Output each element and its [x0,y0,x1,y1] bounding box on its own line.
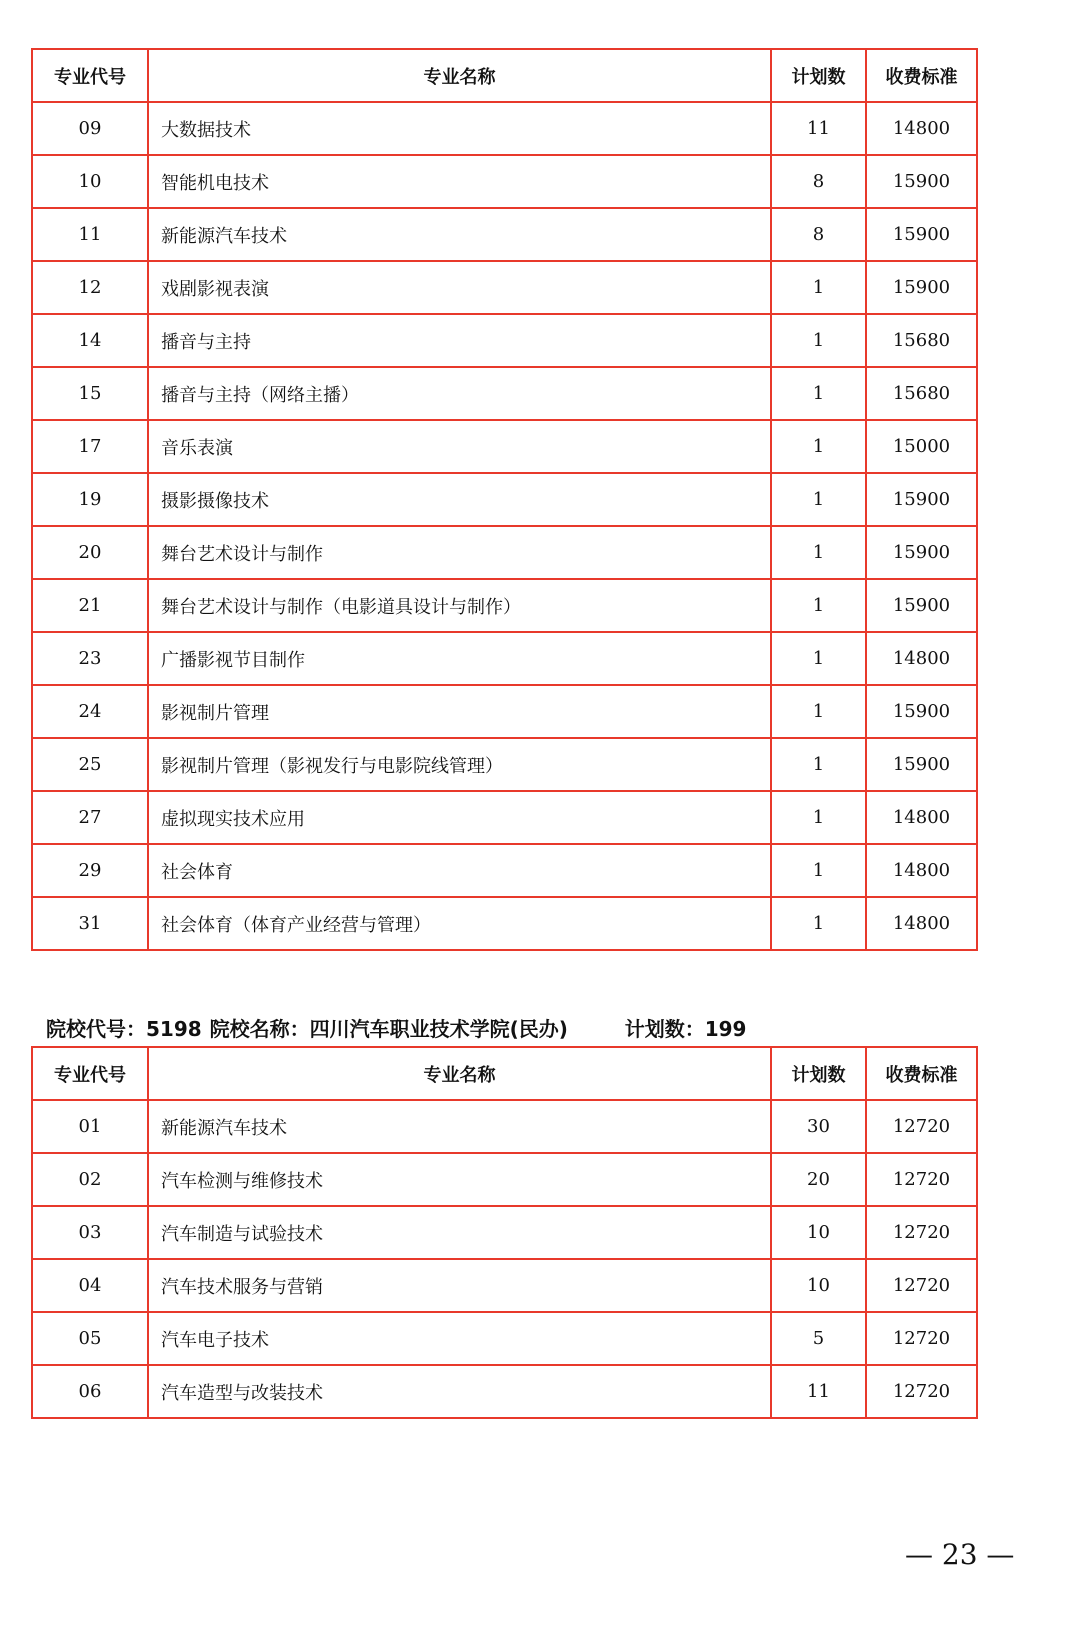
cell-plan: 1 [771,473,866,526]
cell-code: 27 [32,791,148,844]
cell-fee: 12720 [866,1206,977,1259]
cell-name: 新能源汽车技术 [148,208,771,261]
table-row [32,208,977,261]
table-row [32,261,977,314]
cell-fee: 12720 [866,1312,977,1365]
cell-code: 23 [32,632,148,685]
header-name: 专业名称 [148,49,771,102]
header-fee: 收费标准 [866,1047,977,1100]
cell-fee: 14800 [866,844,977,897]
cell-code: 04 [32,1259,148,1312]
cell-name: 摄影摄像技术 [148,473,771,526]
table-row [32,526,977,579]
header-name: 专业名称 [148,1047,771,1100]
table-row [32,632,977,685]
cell-plan: 1 [771,420,866,473]
cell-fee: 15900 [866,261,977,314]
table-row [32,473,977,526]
cell-fee: 15900 [866,526,977,579]
cell-code: 29 [32,844,148,897]
cell-fee: 15900 [866,473,977,526]
table-row [32,685,977,738]
majors-table-2 [31,1046,978,1419]
cell-name: 汽车造型与改装技术 [148,1365,771,1418]
cell-fee: 15680 [866,367,977,420]
cell-code: 24 [32,685,148,738]
cell-name: 广播影视节目制作 [148,632,771,685]
cell-name: 戏剧影视表演 [148,261,771,314]
cell-fee: 12720 [866,1365,977,1418]
cell-name: 社会体育 [148,844,771,897]
cell-fee: 12720 [866,1259,977,1312]
table-row [32,579,977,632]
cell-plan: 30 [771,1100,866,1153]
cell-fee: 14800 [866,632,977,685]
cell-name: 播音与主持 [148,314,771,367]
cell-code: 17 [32,420,148,473]
cell-code: 10 [32,155,148,208]
cell-plan: 10 [771,1259,866,1312]
school-info [46,1013,754,1042]
cell-name: 新能源汽车技术 [148,1100,771,1153]
cell-plan: 20 [771,1153,866,1206]
cell-code: 05 [32,1312,148,1365]
cell-code: 02 [32,1153,148,1206]
cell-code: 25 [32,738,148,791]
cell-code: 11 [32,208,148,261]
cell-code: 15 [32,367,148,420]
table-row [32,102,977,155]
cell-name: 音乐表演 [148,420,771,473]
cell-plan: 1 [771,844,866,897]
header-plan: 计划数 [771,1047,866,1100]
table-row [32,897,977,950]
cell-code: 20 [32,526,148,579]
cell-plan: 8 [771,208,866,261]
table-row [32,1259,977,1312]
cell-plan: 1 [771,897,866,950]
header-plan: 计划数 [771,49,866,102]
table-header [32,1047,977,1100]
cell-fee: 14800 [866,791,977,844]
table-row [32,367,977,420]
cell-name: 汽车制造与试验技术 [148,1206,771,1259]
table-row [32,791,977,844]
majors-table-1 [31,48,978,951]
cell-plan: 5 [771,1312,866,1365]
table-row [32,1100,977,1153]
cell-fee: 15900 [866,579,977,632]
table-row [32,1312,977,1365]
cell-fee: 15000 [866,420,977,473]
cell-fee: 12720 [866,1100,977,1153]
school-name: 院校名称：四川汽车职业技术学院(民办) [209,1017,568,1041]
cell-fee: 14800 [866,897,977,950]
header-code: 专业代号 [32,49,148,102]
cell-fee: 15900 [866,738,977,791]
cell-name: 虚拟现实技术应用 [148,791,771,844]
cell-name: 舞台艺术设计与制作 [148,526,771,579]
cell-plan: 1 [771,367,866,420]
cell-name: 汽车技术服务与营销 [148,1259,771,1312]
cell-plan: 1 [771,314,866,367]
cell-fee: 15680 [866,314,977,367]
cell-code: 12 [32,261,148,314]
cell-plan: 11 [771,1365,866,1418]
table-row [32,420,977,473]
cell-name: 社会体育（体育产业经营与管理） [148,897,771,950]
table-row [32,1153,977,1206]
table-row [32,844,977,897]
cell-plan: 1 [771,632,866,685]
table-row [32,155,977,208]
table-header [32,49,977,102]
cell-plan: 1 [771,685,866,738]
cell-code: 19 [32,473,148,526]
cell-plan: 8 [771,155,866,208]
cell-code: 14 [32,314,148,367]
cell-code: 31 [32,897,148,950]
table-row [32,738,977,791]
cell-name: 智能机电技术 [148,155,771,208]
cell-plan: 1 [771,579,866,632]
cell-plan: 1 [771,791,866,844]
cell-plan: 1 [771,738,866,791]
school-plan: 计划数：199 [624,1017,747,1041]
table-row [32,314,977,367]
cell-plan: 1 [771,261,866,314]
page-number: — 23 — [905,1538,1015,1571]
cell-plan: 1 [771,526,866,579]
cell-name: 舞台艺术设计与制作（电影道具设计与制作） [148,579,771,632]
cell-code: 06 [32,1365,148,1418]
cell-code: 03 [32,1206,148,1259]
table-row [32,1365,977,1418]
cell-name: 播音与主持（网络主播） [148,367,771,420]
cell-name: 大数据技术 [148,102,771,155]
cell-fee: 14800 [866,102,977,155]
cell-fee: 15900 [866,685,977,738]
cell-code: 09 [32,102,148,155]
table-row [32,1206,977,1259]
cell-plan: 10 [771,1206,866,1259]
cell-fee: 15900 [866,155,977,208]
school-code: 院校代号：5198 [46,1017,202,1041]
cell-code: 21 [32,579,148,632]
cell-fee: 12720 [866,1153,977,1206]
cell-fee: 15900 [866,208,977,261]
cell-name: 影视制片管理（影视发行与电影院线管理） [148,738,771,791]
cell-name: 汽车检测与维修技术 [148,1153,771,1206]
cell-code: 01 [32,1100,148,1153]
header-code: 专业代号 [32,1047,148,1100]
cell-name: 汽车电子技术 [148,1312,771,1365]
cell-plan: 11 [771,102,866,155]
cell-name: 影视制片管理 [148,685,771,738]
header-fee: 收费标准 [866,49,977,102]
